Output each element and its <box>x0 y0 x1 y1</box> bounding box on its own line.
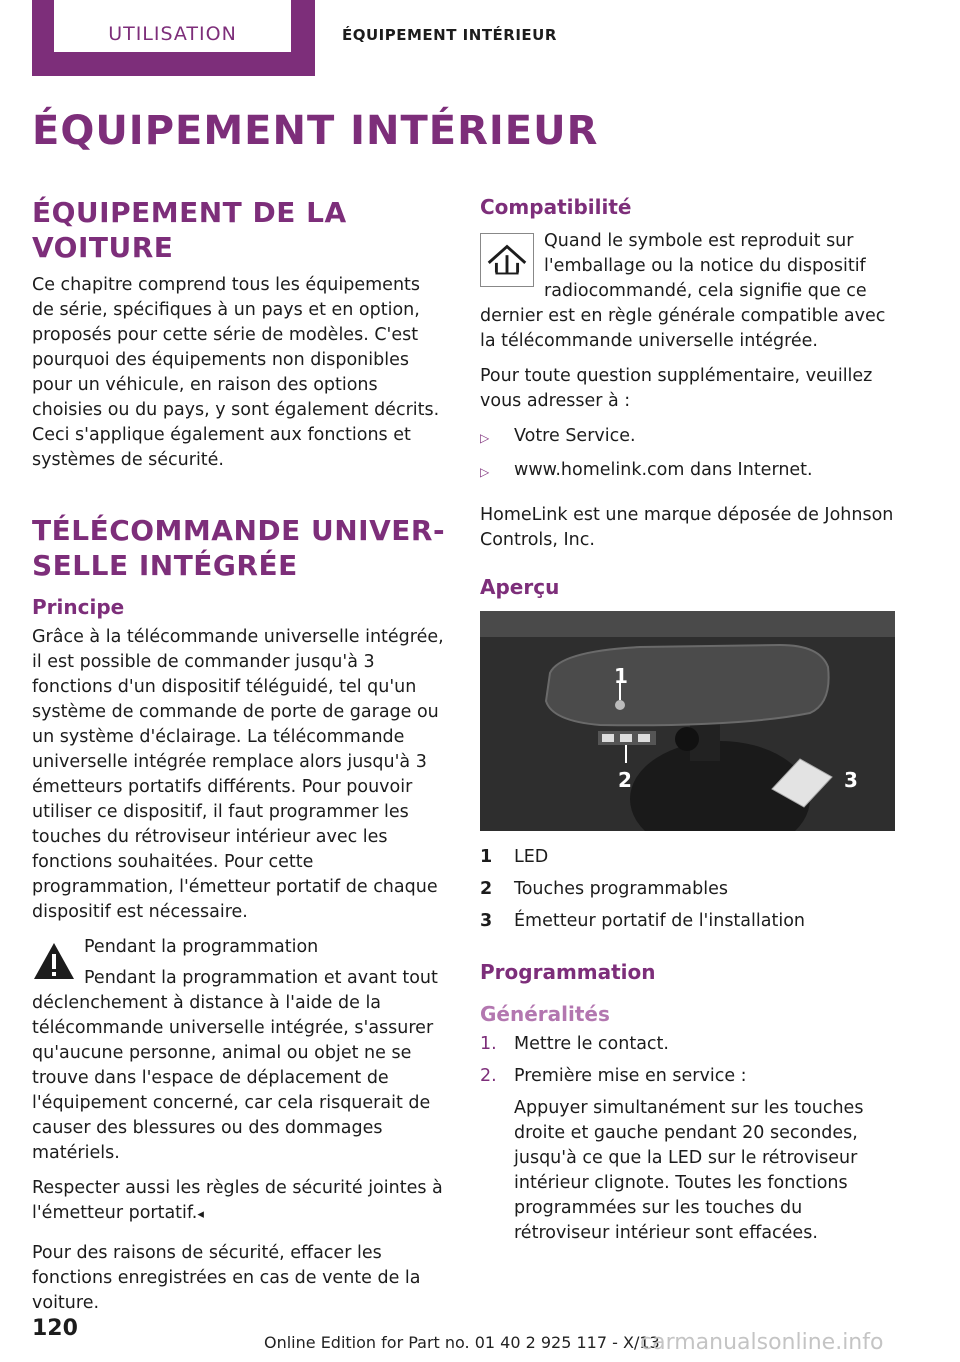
rear-view-mirror-photo <box>480 611 895 831</box>
legend-text: LED <box>514 847 549 867</box>
list-item <box>480 1032 895 1057</box>
heading-equipment: ÉQUIPEMENT DE LA VOITURE <box>32 196 347 264</box>
right-column <box>480 195 895 1246</box>
footer-edition: Online Edition for Part no. 01 40 2 925 117 - X/13 <box>264 1333 660 1352</box>
list-item <box>480 458 895 485</box>
warning-title: Pendant la programmation <box>84 937 319 957</box>
paragraph-sale: Pour des raisons de sécurité, effacer les fonctions enregistrées en cas de vente de la voiture. <box>32 1243 421 1313</box>
legend-text: Touches programmables <box>514 879 728 899</box>
page-number: 120 <box>32 1316 78 1341</box>
heading-overview: Aperçu <box>480 575 560 599</box>
heading-universal-remote <box>32 513 447 583</box>
warning-box <box>32 935 447 1227</box>
list-item <box>480 1064 895 1089</box>
heading-universal-remote-line2: SELLE INTÉGRÉE <box>32 549 298 582</box>
step-text: Première mise en service : <box>514 1066 747 1086</box>
bullet-arrow-icon: ▷ <box>480 465 490 479</box>
left-column <box>32 195 447 1326</box>
contact-list <box>480 424 895 485</box>
bullet-arrow-icon: ▷ <box>480 431 490 445</box>
legend-number: 3 <box>480 911 493 931</box>
paragraph-compatibility: Quand le symbole est reproduit sur l'emballage ou la notice du dispositif radiocommandé, cela signifie que ce dernier est en règle générale compatible avec la télécommande universelle intégrée. <box>480 231 886 351</box>
warning-text: Pendant la programmation et avant tout déclenchement à distance à l'aide de la télécommande universelle intégrée, s'assurer qu'aucune personne, animal ou objet ne se trouve dans l'espace de déplacement de l'équipement concerné, car cela risquerait de causer des blessures ou des dommages matériels. <box>32 968 438 1163</box>
page-title: ÉQUIPEMENT INTÉRIEUR <box>32 108 599 154</box>
steps-list <box>480 1032 895 1089</box>
warning-text-2 <box>32 1176 447 1227</box>
photo-label-3: 3 <box>844 768 858 792</box>
legend-list <box>480 845 895 934</box>
heading-programming: Programmation <box>480 960 656 984</box>
legend-number: 2 <box>480 879 493 899</box>
photo-label-1: 1 <box>614 664 628 688</box>
list-item <box>480 424 895 451</box>
photo-label-2: 2 <box>618 768 632 792</box>
heading-principle: Principe <box>32 595 125 619</box>
heading-universal-remote-line1: TÉLÉCOMMANDE UNIVER- <box>32 514 446 547</box>
warning-icon <box>32 939 76 983</box>
paragraph-principle: Grâce à la télécommande universelle intégrée, il est possible de commander jusqu'à 3 fonctions d'un dispositif téléguidé, tel qu'un système de commande de porte de garage ou un système d'éclairage. La télécommande universelle intégrée remplace alors jusqu'à 3 émetteurs portatifs différents. Pour pouvoir utiliser ce dispositif, il faut programmer les touches du rétroviseur intérieur avec les fonctions souhaitées. Pour cette programmation, l'émetteur portatif de chaque dispositif est nécessaire. <box>32 627 444 922</box>
header-section-label: ÉQUIPEMENT INTÉRIEUR <box>342 26 557 44</box>
heading-compatibility: Compatibilité <box>480 195 632 219</box>
legend-text: Émetteur portatif de l'installation <box>514 911 805 931</box>
watermark: carmanualsonline.info <box>640 1330 884 1355</box>
paragraph-homelink: HomeLink est une marque déposée de Johnson Controls, Inc. <box>480 505 894 550</box>
end-of-warning-icon: ◂ <box>197 1207 204 1222</box>
header-tab <box>32 0 315 76</box>
step-number: 1. <box>480 1034 497 1054</box>
paragraph-equipment: Ce chapitre comprend tous les équipements de série, spécifiques à un pays et en option, proposés pour cette série de modèles. C'est pourquoi des équipements non disponibles pour un véhicule, en raison des options choisies ou du pays, y sont également décrits. Ceci s'applique également aux fonctions et systèmes de sécurité. <box>32 275 440 470</box>
list-item <box>480 877 895 902</box>
paragraph-contact: Pour toute question supplémentaire, veuillez vous adresser à : <box>480 366 873 411</box>
warning-text-2-body: Respecter aussi les règles de sécurité jointes à l'émetteur portatif. <box>32 1178 443 1223</box>
list-item-text: Votre Service. <box>514 426 636 446</box>
step-text: Mettre le contact. <box>514 1034 669 1054</box>
list-item-text: www.homelink.com dans Internet. <box>514 460 813 480</box>
list-item <box>480 845 895 870</box>
heading-general: Généralités <box>480 1002 610 1026</box>
list-item <box>480 909 895 934</box>
homelink-compatible-icon <box>480 233 534 287</box>
header-tab-label: UTILISATION <box>54 0 291 52</box>
step-number: 2. <box>480 1066 497 1086</box>
step-2-detail: Appuyer simultanément sur les touches droite et gauche pendant 20 secondes, jusqu'à ce que la LED sur le rétroviseur intérieur clignote. Toutes les fonctions programmées sur les touches du rétroviseur intérieur sont effacées. <box>514 1098 864 1243</box>
legend-number: 1 <box>480 847 493 867</box>
